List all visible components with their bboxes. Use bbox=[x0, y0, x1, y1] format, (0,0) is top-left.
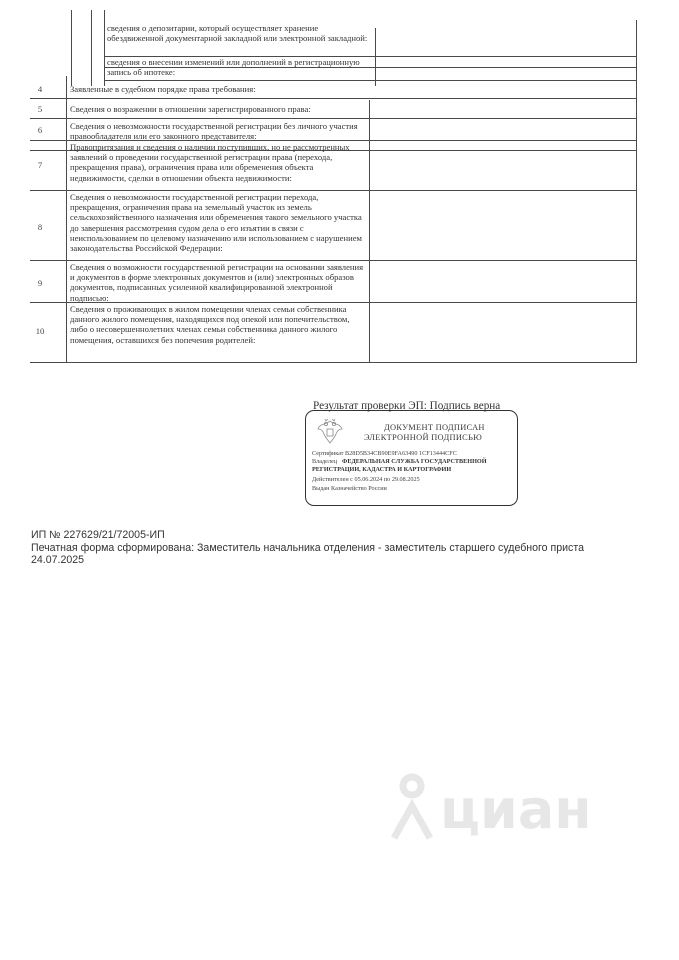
table-value-divider-top bbox=[375, 28, 376, 86]
cian-wordmark: циан bbox=[440, 778, 592, 841]
row-label: Сведения о проживающих в жилом помещении членах семьи собственника данного жилого помещения, находящихся под опекой или попечительством, либо о несовершеннолетних членах семьи собственника данного жилого помещения, оставшихся без попечения родителей: bbox=[70, 304, 350, 345]
table-hline bbox=[104, 80, 636, 81]
table-column-divider-lower bbox=[66, 76, 67, 363]
stamp-issuer: Выдан Казначейство России bbox=[312, 485, 387, 492]
table-cell-depositary: сведения о депозитарии, который осуществляет хранение обездвиженной документарной закладной или электронной закладной: bbox=[107, 23, 368, 44]
electronic-signature-stamp bbox=[305, 410, 518, 506]
table-hline bbox=[30, 118, 636, 119]
stamp-certificate: Сертификат B28D5B34CB90E9FA63490 1CF13444CFC bbox=[312, 450, 457, 457]
row-number: 10 bbox=[35, 326, 45, 336]
table-cell-changes: сведения о внесении изменений или дополнений в регистрационную запись об ипотеке: bbox=[107, 57, 360, 78]
row-number: 9 bbox=[37, 278, 43, 288]
stamp-owner-label: Владелец bbox=[312, 458, 338, 465]
row-number: 8 bbox=[37, 222, 43, 232]
print-form-info: Печатная форма сформирована: Заместитель начальника отделения - заместитель старшего судебного приста bbox=[31, 542, 584, 555]
row-label: Сведения о невозможности государственной регистрации без личного участия правообладателя или его законного представителя: bbox=[70, 121, 358, 142]
stamp-title-line2: ЭЛЕКТРОННОЙ ПОДПИСЬЮ bbox=[364, 433, 483, 442]
cian-logo-icon bbox=[388, 772, 436, 844]
coat-of-arms-icon bbox=[316, 417, 344, 447]
print-form-date: 24.07.2025 bbox=[31, 553, 85, 566]
table-border-right bbox=[636, 20, 637, 363]
row-label: Сведения о возможности государственной регистрации на основании заявления и документов в форме электронных документов и (или) электронных образов документов, подписанных усиленной квалифицированной электронной подписью: bbox=[70, 262, 364, 303]
signature-verification-result: Результат проверки ЭП: Подпись верна bbox=[313, 400, 501, 412]
row-number: 7 bbox=[37, 160, 43, 170]
table-hline bbox=[30, 260, 636, 261]
stamp-title-line1: ДОКУМЕНТ ПОДПИСАН bbox=[384, 423, 485, 432]
row-label: Сведения о невозможности государственной регистрации перехода, прекращения, ограничения права на земельный участок из земель сельскохозяйственного назначения или обременения такого земельного участка до завершения рассмотрения судом дела о его изъятии в связи с неиспользованием по целевому назначению или использованием с нарушением законодательства Российской Федерации: bbox=[70, 192, 362, 254]
enforcement-case-number: ИП № 227629/21/72005-ИП bbox=[31, 530, 165, 541]
table-column-divider bbox=[104, 10, 105, 86]
stamp-owner-line2: РЕГИСТРАЦИИ, КАДАСТРА И КАРТОГРАФИИ bbox=[312, 466, 452, 473]
row-number: 5 bbox=[37, 104, 43, 114]
stamp-validity: Действителен с 05.06.2024 по 29.08.2025 bbox=[312, 476, 420, 483]
table-border-left bbox=[71, 10, 72, 86]
row-number: 6 bbox=[37, 125, 43, 135]
table-hline bbox=[30, 362, 636, 363]
cian-watermark bbox=[388, 772, 603, 852]
table-inner-left bbox=[91, 10, 92, 86]
document-footer bbox=[31, 530, 631, 566]
row-number: 4 bbox=[37, 84, 43, 94]
row-label: Сведения о возражении в отношении зарегистрированного права: bbox=[70, 104, 311, 114]
table-hline bbox=[30, 190, 636, 191]
row-label: Заявленные в судебном порядке права требования: bbox=[70, 84, 256, 94]
stamp-owner-line1: ФЕДЕРАЛЬНАЯ СЛУЖБА ГОСУДАРСТВЕННОЙ bbox=[342, 458, 487, 465]
row-label: Правопритязания и сведения о наличии поступивших, но не рассмотренных заявлений о проведении государственной регистрации права (перехода, прекращения права), ограничения права или обременения объекта недвижимости, сделки в отношении объекта недвижимости: bbox=[70, 142, 350, 183]
table-hline bbox=[30, 98, 636, 99]
